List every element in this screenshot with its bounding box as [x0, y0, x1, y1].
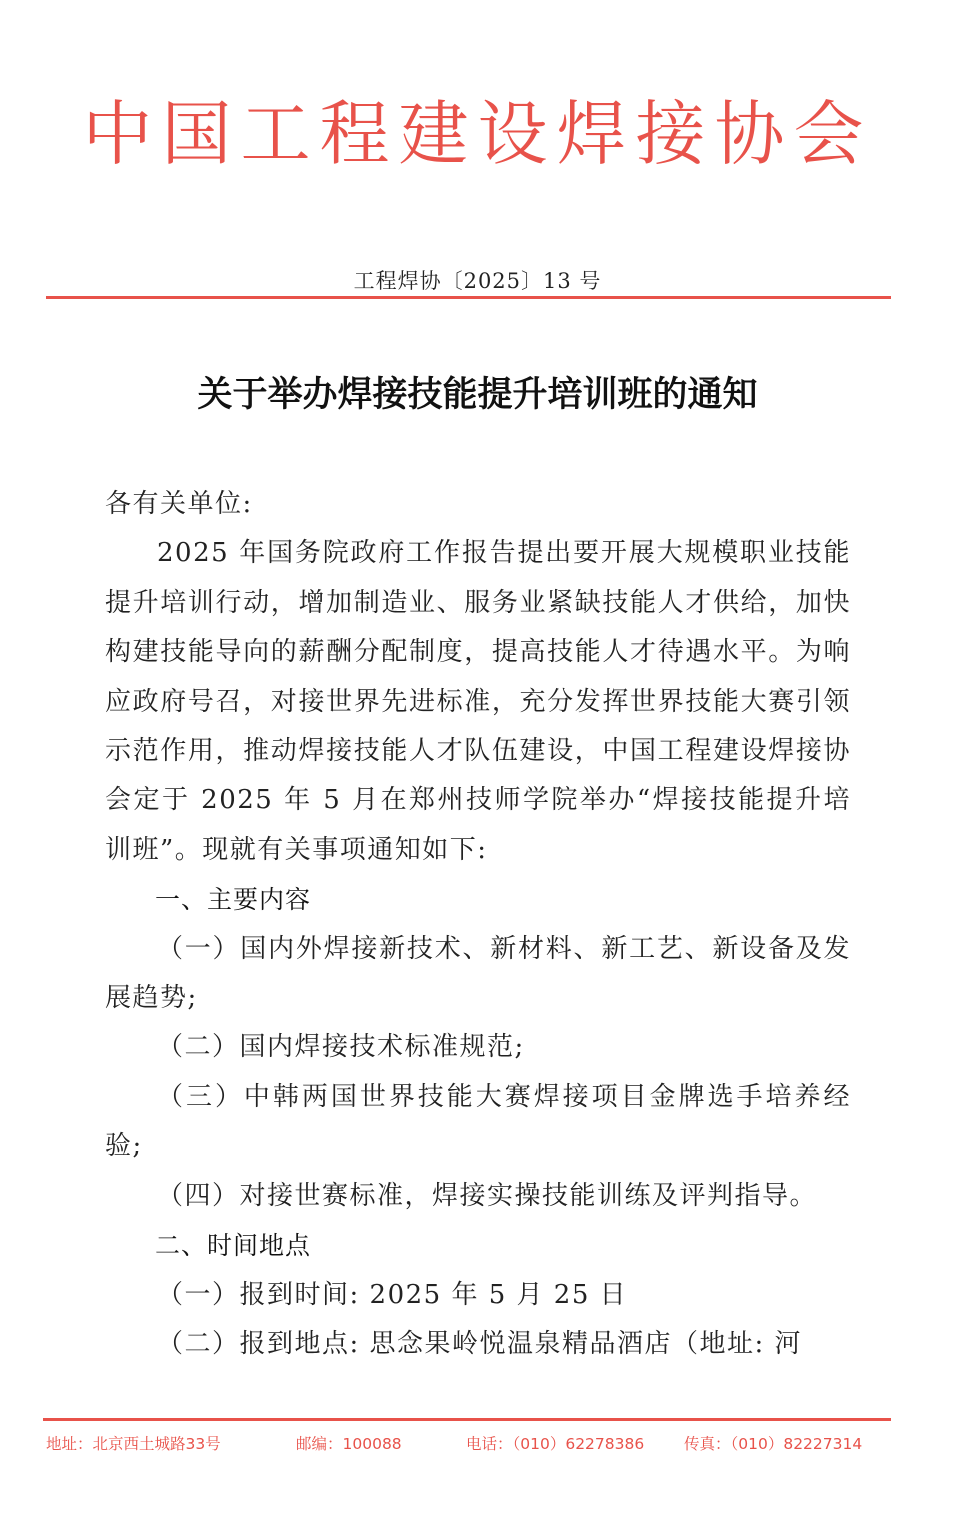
- document-title: 关于举办焊接技能提升培训班的通知: [197, 374, 758, 415]
- document-body: [105, 480, 851, 1369]
- letterhead-divider: [46, 296, 891, 299]
- salutation: 各有关单位:: [105, 489, 253, 519]
- content-item-3: （三）中韩两国世界技能大赛焊接项目金牌选手培养经验;: [105, 1081, 851, 1162]
- time-place-item-2: （二）报到地点: 思念果岭悦温泉精品酒店（地址: 河: [157, 1328, 803, 1359]
- section-heading-content: 一、主要内容: [155, 885, 312, 915]
- section-heading-time-place: 二、时间地点: [155, 1231, 312, 1261]
- time-place-item-1: （一）报到时间: 2025 年 5 月 25 日: [157, 1279, 628, 1310]
- footer-address: 地址：北京西土城路33号: [46, 1435, 221, 1453]
- footer-divider: [43, 1418, 891, 1421]
- content-item-4: （四）对接世赛标准，焊接实操技能训练及评判指导。: [157, 1180, 818, 1211]
- letterhead-organization: 中国工程建设焊接协会: [82, 93, 873, 175]
- content-item-1: （一）国内外焊接新技术、新材料、新工艺、新设备及发展趋势;: [105, 933, 851, 1014]
- footer-postcode: 邮编：100088: [296, 1435, 402, 1453]
- footer-fax: 传真：（010）82227314: [684, 1435, 863, 1453]
- footer-phone: 电话：（010）62278386: [466, 1435, 645, 1453]
- document-number: 工程焊协〔2025〕13 号: [353, 269, 602, 293]
- content-item-2: （二）国内焊接技术标准规范;: [157, 1032, 525, 1063]
- intro-paragraph: 2025 年国务院政府工作报告提出要开展大规模职业技能提升培训行动，增加制造业、服务业紧缺技能人才供给，加快构建技能导向的薪酬分配制度，提高技能人才待遇水平。为响应政府号召，对接世界先进标准，充分发挥世界技能大赛引领示范作用，推动焊接技能人才队伍建设，中国工程建设焊接协会定于 2025 年 5 月在郑州技师学院举办“焊接技能提升培训班”。现就有关事项通知如下:: [105, 538, 851, 865]
